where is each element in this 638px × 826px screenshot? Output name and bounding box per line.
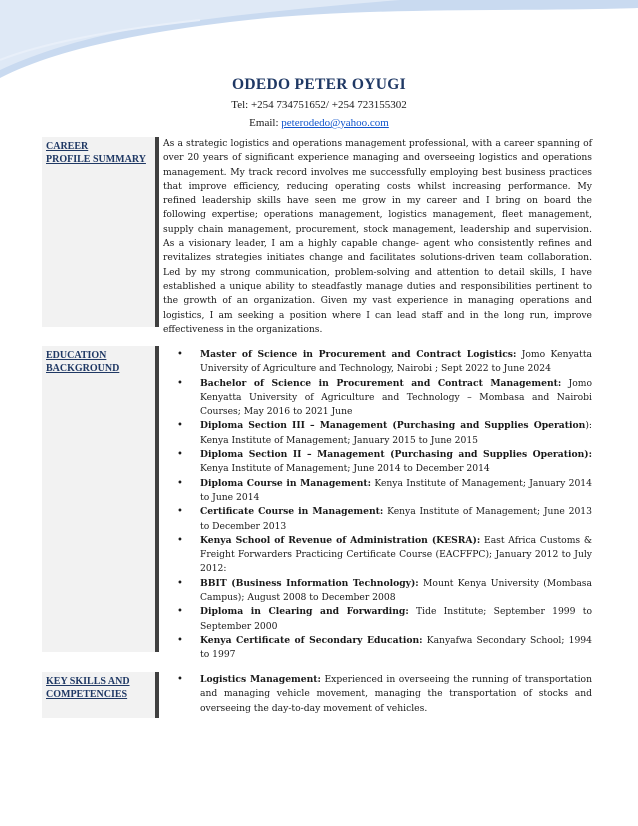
email-link[interactable]: peterodedo@yahoo.com <box>281 117 389 129</box>
section-divider-bar <box>155 137 159 327</box>
section-divider-bar <box>155 346 159 652</box>
resume-header <box>0 76 638 130</box>
career-profile-section <box>42 137 598 335</box>
list-item: • Logistics Management: Experienced in overseeing the running of transportation and managing vehicle movement, managing the transportation of stocks and overseeing the day-to-day movement of vehicles. <box>200 673 592 716</box>
education-list-container <box>163 348 592 663</box>
email-line <box>0 116 638 130</box>
list-item: • Diploma Section III – Management (Purchasing and Supplies Operation): Kenya Institute of Management; January 2015 to June 2015 <box>200 419 592 448</box>
list-item: • Diploma Section II – Management (Purchasing and Supplies Operation): Kenya Institute of Management; June 2014 to December 2014 <box>200 448 592 477</box>
key-skills-section <box>42 672 598 718</box>
section-label-column <box>42 672 155 718</box>
list-item: • Kenya Certificate of Secondary Education: Kanyafwa Secondary School; 1994 to 1997 <box>200 634 592 663</box>
career-summary-text: As a strategic logistics and operations management professional, with a career spanning of over 20 years of significant experience managing and overseeing logistics and operations management. My track record involves me successfully employing best business practices that improve efficiency, reducing operating costs whilst increasing performance. My refined leadership skills have seen me grow in my career and I bring on board the following expertise; operations management, logistics management, fleet management, supply chain management, procurement, stock management, leadership and supervision. As a visionary leader, I am a highly capable change- agent who consistently refines and revitalizes strategies initiates change and facilitates solutions-driven team collaboration. Led by my strong communication, problem-solving and attention to detail skills, I have established a unique ability to steadfastly manage duties and responsibilities pertinent to the growth of an organization. Given my vast experience in managing operations and logistics, I am seeking a position where I can lead staff and in the long run, improve effectiveness in the organizations. <box>163 138 592 335</box>
education-section <box>42 346 598 661</box>
list-item: • BBIT (Business Information Technology): Mount Kenya University (Mombasa Campus); August 2008 to December 2008 <box>200 577 592 606</box>
list-item: • Certificate Course in Management: Kenya Institute of Management; June 2013 to December 2013 <box>200 505 592 534</box>
skills-list-container <box>163 673 592 716</box>
skills-list <box>163 673 592 716</box>
list-item: • Diploma in Clearing and Forwarding: Tide Institute; September 1999 to September 2000 <box>200 605 592 634</box>
education-section-label: EDUCATION BACKGROUND <box>46 350 120 374</box>
section-divider-bar <box>155 672 159 718</box>
section-label-column <box>42 346 155 652</box>
list-item: • Diploma Course in Management: Kenya Institute of Management; January 2014 to June 2014 <box>200 477 592 506</box>
candidate-name: ODEDO PETER OYUGI <box>232 76 406 93</box>
email-label: Email: <box>249 117 279 129</box>
skills-section-label: KEY SKILLS AND COMPETENCIES <box>46 676 130 700</box>
phone-line: Tel: +254 734751652/ +254 723155302 <box>231 99 407 111</box>
education-list <box>163 348 592 663</box>
career-section-label: CAREER PROFILE SUMMARY <box>46 141 146 165</box>
list-item: • Bachelor of Science in Procurement and Contract Management: Jomo Kenyatta University of Agriculture and Technology – Mombasa and Nairobi Courses; May 2016 to 2021 June <box>200 377 592 420</box>
list-item: • Kenya School of Revenue of Administration (KESRA): East Africa Customs & Freight Forwarders Practicing Certificate Course (EACFFPC); January 2012 to July 2012: <box>200 534 592 577</box>
section-label-column <box>42 137 155 327</box>
list-item: • Master of Science in Procurement and Contract Logistics: Jomo Kenyatta University of Agriculture and Technology, Nairobi ; Sept 2022 to June 2024 <box>200 348 592 377</box>
